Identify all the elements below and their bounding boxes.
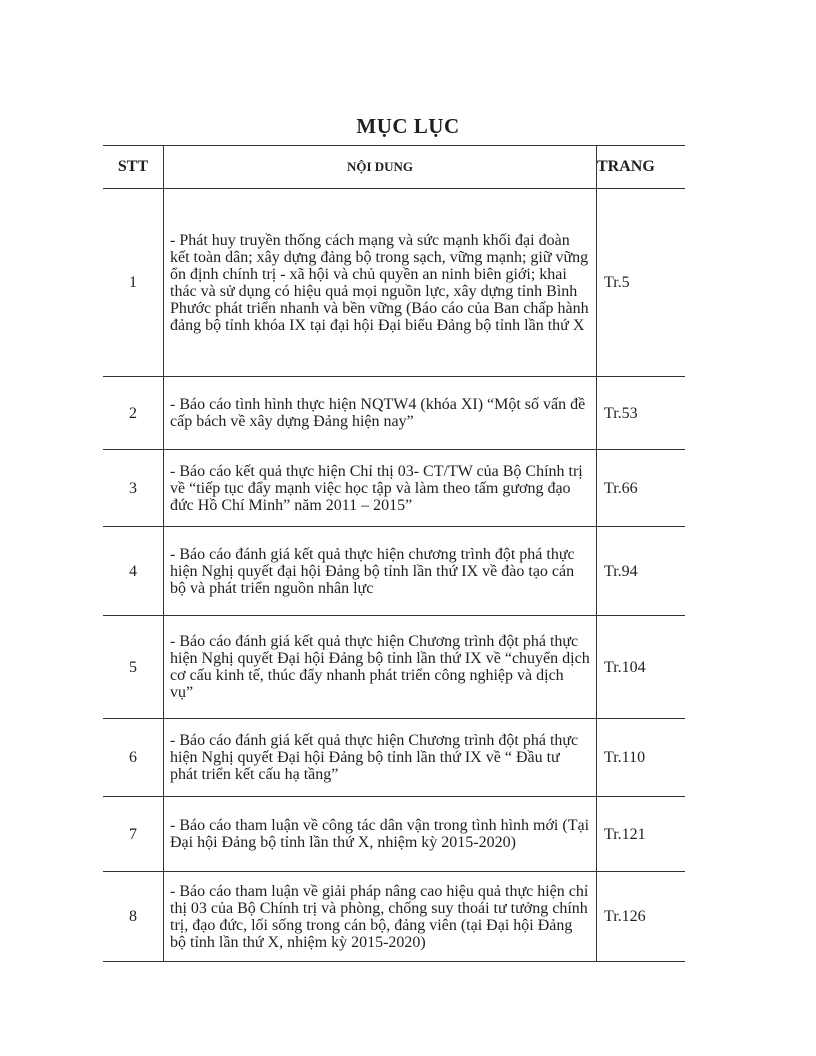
row-page: Tr.5 xyxy=(597,189,686,377)
row-page: Tr.104 xyxy=(597,616,686,719)
row-page: Tr.126 xyxy=(597,872,686,962)
header-content: NỘI DUNG xyxy=(164,146,597,189)
row-stt: 4 xyxy=(103,527,164,616)
row-stt: 7 xyxy=(103,797,164,872)
row-content: - Báo cáo kết quả thực hiện Chỉ thị 03- CT/TW của Bộ Chính trị về “tiếp tục đẩy mạnh việc học tập và làm theo tấm gương đạo đức Hồ Chí Minh” năm 2011 – 2015” xyxy=(164,450,597,527)
row-page: Tr.94 xyxy=(597,527,686,616)
table-row xyxy=(103,450,685,527)
table-body xyxy=(103,189,685,962)
table-row xyxy=(103,797,685,872)
row-content: - Báo cáo đánh giá kết quả thực hiện chương trình đột phá thực hiện Nghị quyết đại hội Đảng bộ tỉnh lần thứ IX về đào tạo cán bộ và phát triển nguồn nhân lực xyxy=(164,527,597,616)
row-page: Tr.121 xyxy=(597,797,686,872)
row-page: Tr.66 xyxy=(597,450,686,527)
page-title: MỤC LỤC xyxy=(356,114,460,138)
row-content: - Báo cáo đánh giá kết quả thực hiện Chương trình đột phá thực hiện Nghị quyết Đại hội Đảng bộ tỉnh lần thứ IX về “chuyển dịch cơ cấu kinh tế, thúc đẩy nhanh phát triển công nghiệp và dịch vụ” xyxy=(164,616,597,719)
table-row xyxy=(103,377,685,450)
table-row xyxy=(103,719,685,797)
row-stt: 6 xyxy=(103,719,164,797)
table-row xyxy=(103,872,685,962)
table-row xyxy=(103,616,685,719)
row-page: Tr.110 xyxy=(597,719,686,797)
row-stt: 1 xyxy=(103,189,164,377)
row-page: Tr.53 xyxy=(597,377,686,450)
row-stt: 3 xyxy=(103,450,164,527)
table-header xyxy=(103,146,685,189)
row-content: - Báo cáo tình hình thực hiện NQTW4 (khóa XI) “Một số vấn đề cấp bách về xây dựng Đảng hiện nay” xyxy=(164,377,597,450)
header-row xyxy=(103,146,685,189)
table-of-contents xyxy=(103,145,685,962)
row-content: - Báo cáo đánh giá kết quả thực hiện Chương trình đột phá thực hiện Nghị quyết Đại hội Đảng bộ tỉnh lần thứ IX về “ Đầu tư phát triển kết cấu hạ tầng” xyxy=(164,719,597,797)
row-stt: 2 xyxy=(103,377,164,450)
row-content: - Phát huy truyền thống cách mạng và sức mạnh khối đại đoàn kết toàn dân; xây dựng đảng bộ trong sạch, vững mạnh; giữ vững ổn định chính trị - xã hội và chủ quyền an ninh biên giới; khai thác và sử dụng có hiệu quả mọi nguồn lực, xây dựng tỉnh Bình Phước phát triển nhanh và bền vững (Báo cáo của Ban chấp hành đảng bộ tỉnh khóa IX tại đại hội Đại biểu Đảng bộ tỉnh lần thứ X xyxy=(164,189,597,377)
row-content: - Báo cáo tham luận về công tác dân vận trong tình hình mới (Tại Đại hội Đảng bộ tỉnh lần thứ X, nhiệm kỳ 2015-2020) xyxy=(164,797,597,872)
row-stt: 8 xyxy=(103,872,164,962)
header-stt: STT xyxy=(103,146,164,189)
header-page: TRANG xyxy=(597,146,686,189)
table-row xyxy=(103,527,685,616)
table-row xyxy=(103,189,685,377)
row-stt: 5 xyxy=(103,616,164,719)
row-content: - Báo cáo tham luận về giải pháp nâng cao hiệu quả thực hiện chỉ thị 03 của Bộ Chính trị và phòng, chống suy thoái tư tưởng chính trị, đạo đức, lối sống trong cán bộ, đảng viên (tại Đại hội Đảng bộ tỉnh lần thứ X, nhiệm kỳ 2015-2020) xyxy=(164,872,597,962)
